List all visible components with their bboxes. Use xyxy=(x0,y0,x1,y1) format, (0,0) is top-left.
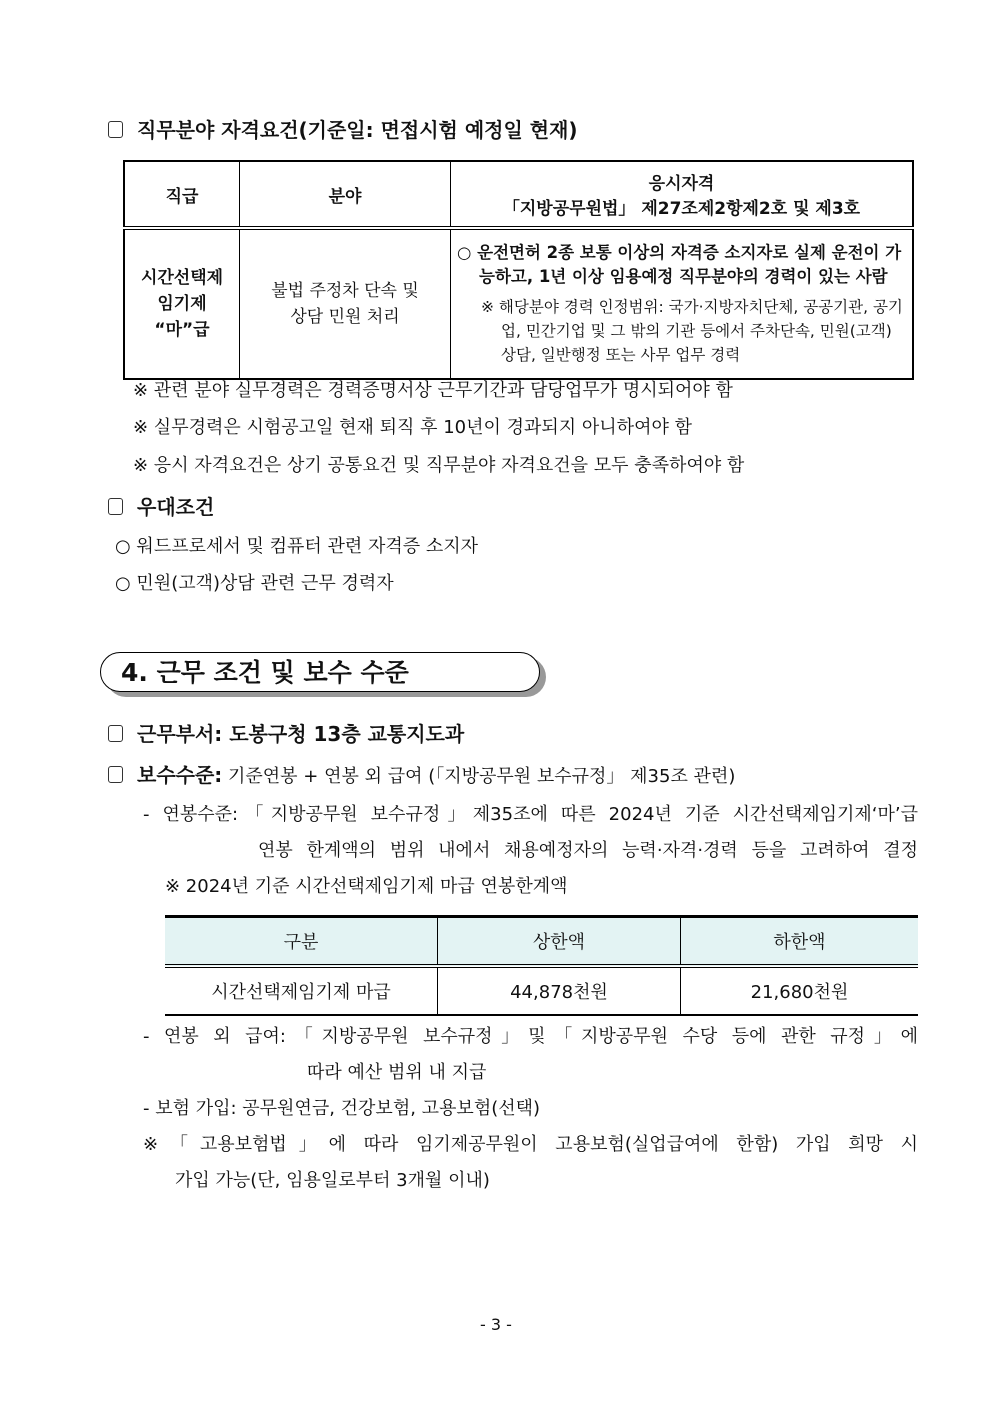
header-lower: 하한액 xyxy=(681,917,919,967)
cell-lower: 21,680천원 xyxy=(681,966,919,1015)
checkbox-icon xyxy=(108,766,123,783)
section-title-banner: 4. 근무 조건 및 보수 수준 xyxy=(100,652,540,692)
heading-text: 직무분야 자격요건(기준일: 면접시험 예정일 현재) xyxy=(137,118,578,142)
checkbox-icon xyxy=(108,498,123,515)
grade-line: “마”급 xyxy=(154,320,210,340)
requirement-note: ※ 해당분야 경력 인정범위: 국가·지방자치단체, 공공기관, 공기업, 민간기업 및 그 밖의 기관 등에서 주차단속, 민원(고객)상담, 일반행정 또는 사무 업무 경력 xyxy=(481,298,903,364)
requirement-main: ○ 운전면허 2종 보통 이상의 자격증 소지자로 실제 운전이 가능하고, 1년 이상 임용예정 직무분야의 경력이 있는 사람 xyxy=(457,243,902,286)
heading-text: 근무부서: 도봉구청 13층 교통지도과 xyxy=(137,722,465,746)
heading-text: 우대조건 xyxy=(137,495,215,519)
header-requirement xyxy=(451,161,914,228)
checkbox-icon xyxy=(108,725,123,742)
header-grade: 직급 xyxy=(124,161,240,228)
qualification-heading xyxy=(108,118,578,142)
table-row xyxy=(124,228,913,379)
preference-item: ○ 민원(고객)상담 관련 근무 경력자 xyxy=(115,573,394,594)
preference-item: ○ 워드프로세서 및 컴퓨터 관련 자격증 소지자 xyxy=(115,536,479,557)
field-line: 불법 주정차 단속 및 xyxy=(271,281,419,301)
salary-line: - 연봉수준:「지방공무원 보수규정」제35조에 따른 2024년 기준 시간선택제임기제‘마’급 xyxy=(143,804,918,825)
pay-label: 보수수준: xyxy=(137,763,223,787)
employment-insurance-line: ※「고용보험법」에 따라 임기제공무원이 고용보험(실업급여에 한함) 가입 희망 시 xyxy=(143,1134,918,1155)
field-cell xyxy=(240,228,451,379)
requirement-cell xyxy=(451,228,914,379)
cell-category: 시간선택제임기제 마급 xyxy=(211,982,391,1003)
qualification-table xyxy=(123,160,914,380)
header-field: 분야 xyxy=(240,161,451,228)
checkbox-icon xyxy=(108,121,123,138)
table-row xyxy=(165,966,918,1015)
page-number: - 3 - xyxy=(480,1315,512,1334)
pay-heading xyxy=(108,763,735,789)
cell-upper: 44,878천원 xyxy=(438,966,681,1015)
grade-cell xyxy=(124,228,240,379)
header-upper: 상한액 xyxy=(438,917,681,967)
preference-heading xyxy=(108,495,214,519)
header-req-title: 응시자격 xyxy=(648,174,715,194)
note-line: ※ 응시 자격요건은 상기 공통요건 및 직무분야 자격요건을 모두 충족하여야 함 xyxy=(133,455,745,476)
salary-table xyxy=(165,915,918,1016)
extra-pay-line: 따라 예산 범위 내 지급 xyxy=(307,1062,487,1083)
pay-text: 기준연봉 + 연봉 외 급여 (「지방공무원 보수규정」 제35조 관련) xyxy=(228,766,736,787)
field-line: 상담 민원 처리 xyxy=(290,307,400,327)
table-note: ※ 2024년 기준 시간선택제임기제 마급 연봉한계액 xyxy=(165,876,568,897)
insurance-line: - 보험 가입: 공무원연금, 건강보험, 고용보험(선택) xyxy=(143,1098,541,1119)
header-req-law: 「지방공무원법」 제27조제2항제2호 및 제3호 xyxy=(502,199,861,219)
table-header-row xyxy=(165,917,918,967)
grade-line: 시간선택제 xyxy=(140,268,224,288)
department-heading xyxy=(108,722,464,746)
note-line: ※ 실무경력은 시험공고일 현재 퇴직 후 10년이 경과되지 아니하여야 함 xyxy=(133,417,692,438)
employment-insurance-line: 가입 가능(단, 임용일로부터 3개월 이내) xyxy=(175,1170,490,1191)
table-header-row xyxy=(124,161,913,228)
grade-line: 임기제 xyxy=(157,294,207,314)
extra-pay-line: - 연봉 외 급여:「지방공무원 보수규정」및「지방공무원 수당 등에 관한 규정」에 xyxy=(143,1026,918,1047)
note-line: ※ 관련 분야 실무경력은 경력증명서상 근무기간과 담당업무가 명시되어야 함 xyxy=(133,380,733,401)
header-category: 구분 xyxy=(165,917,438,967)
salary-line: 연봉 한계액의 범위 내에서 채용예정자의 능력·자격·경력 등을 고려하여 결정 xyxy=(258,840,918,861)
